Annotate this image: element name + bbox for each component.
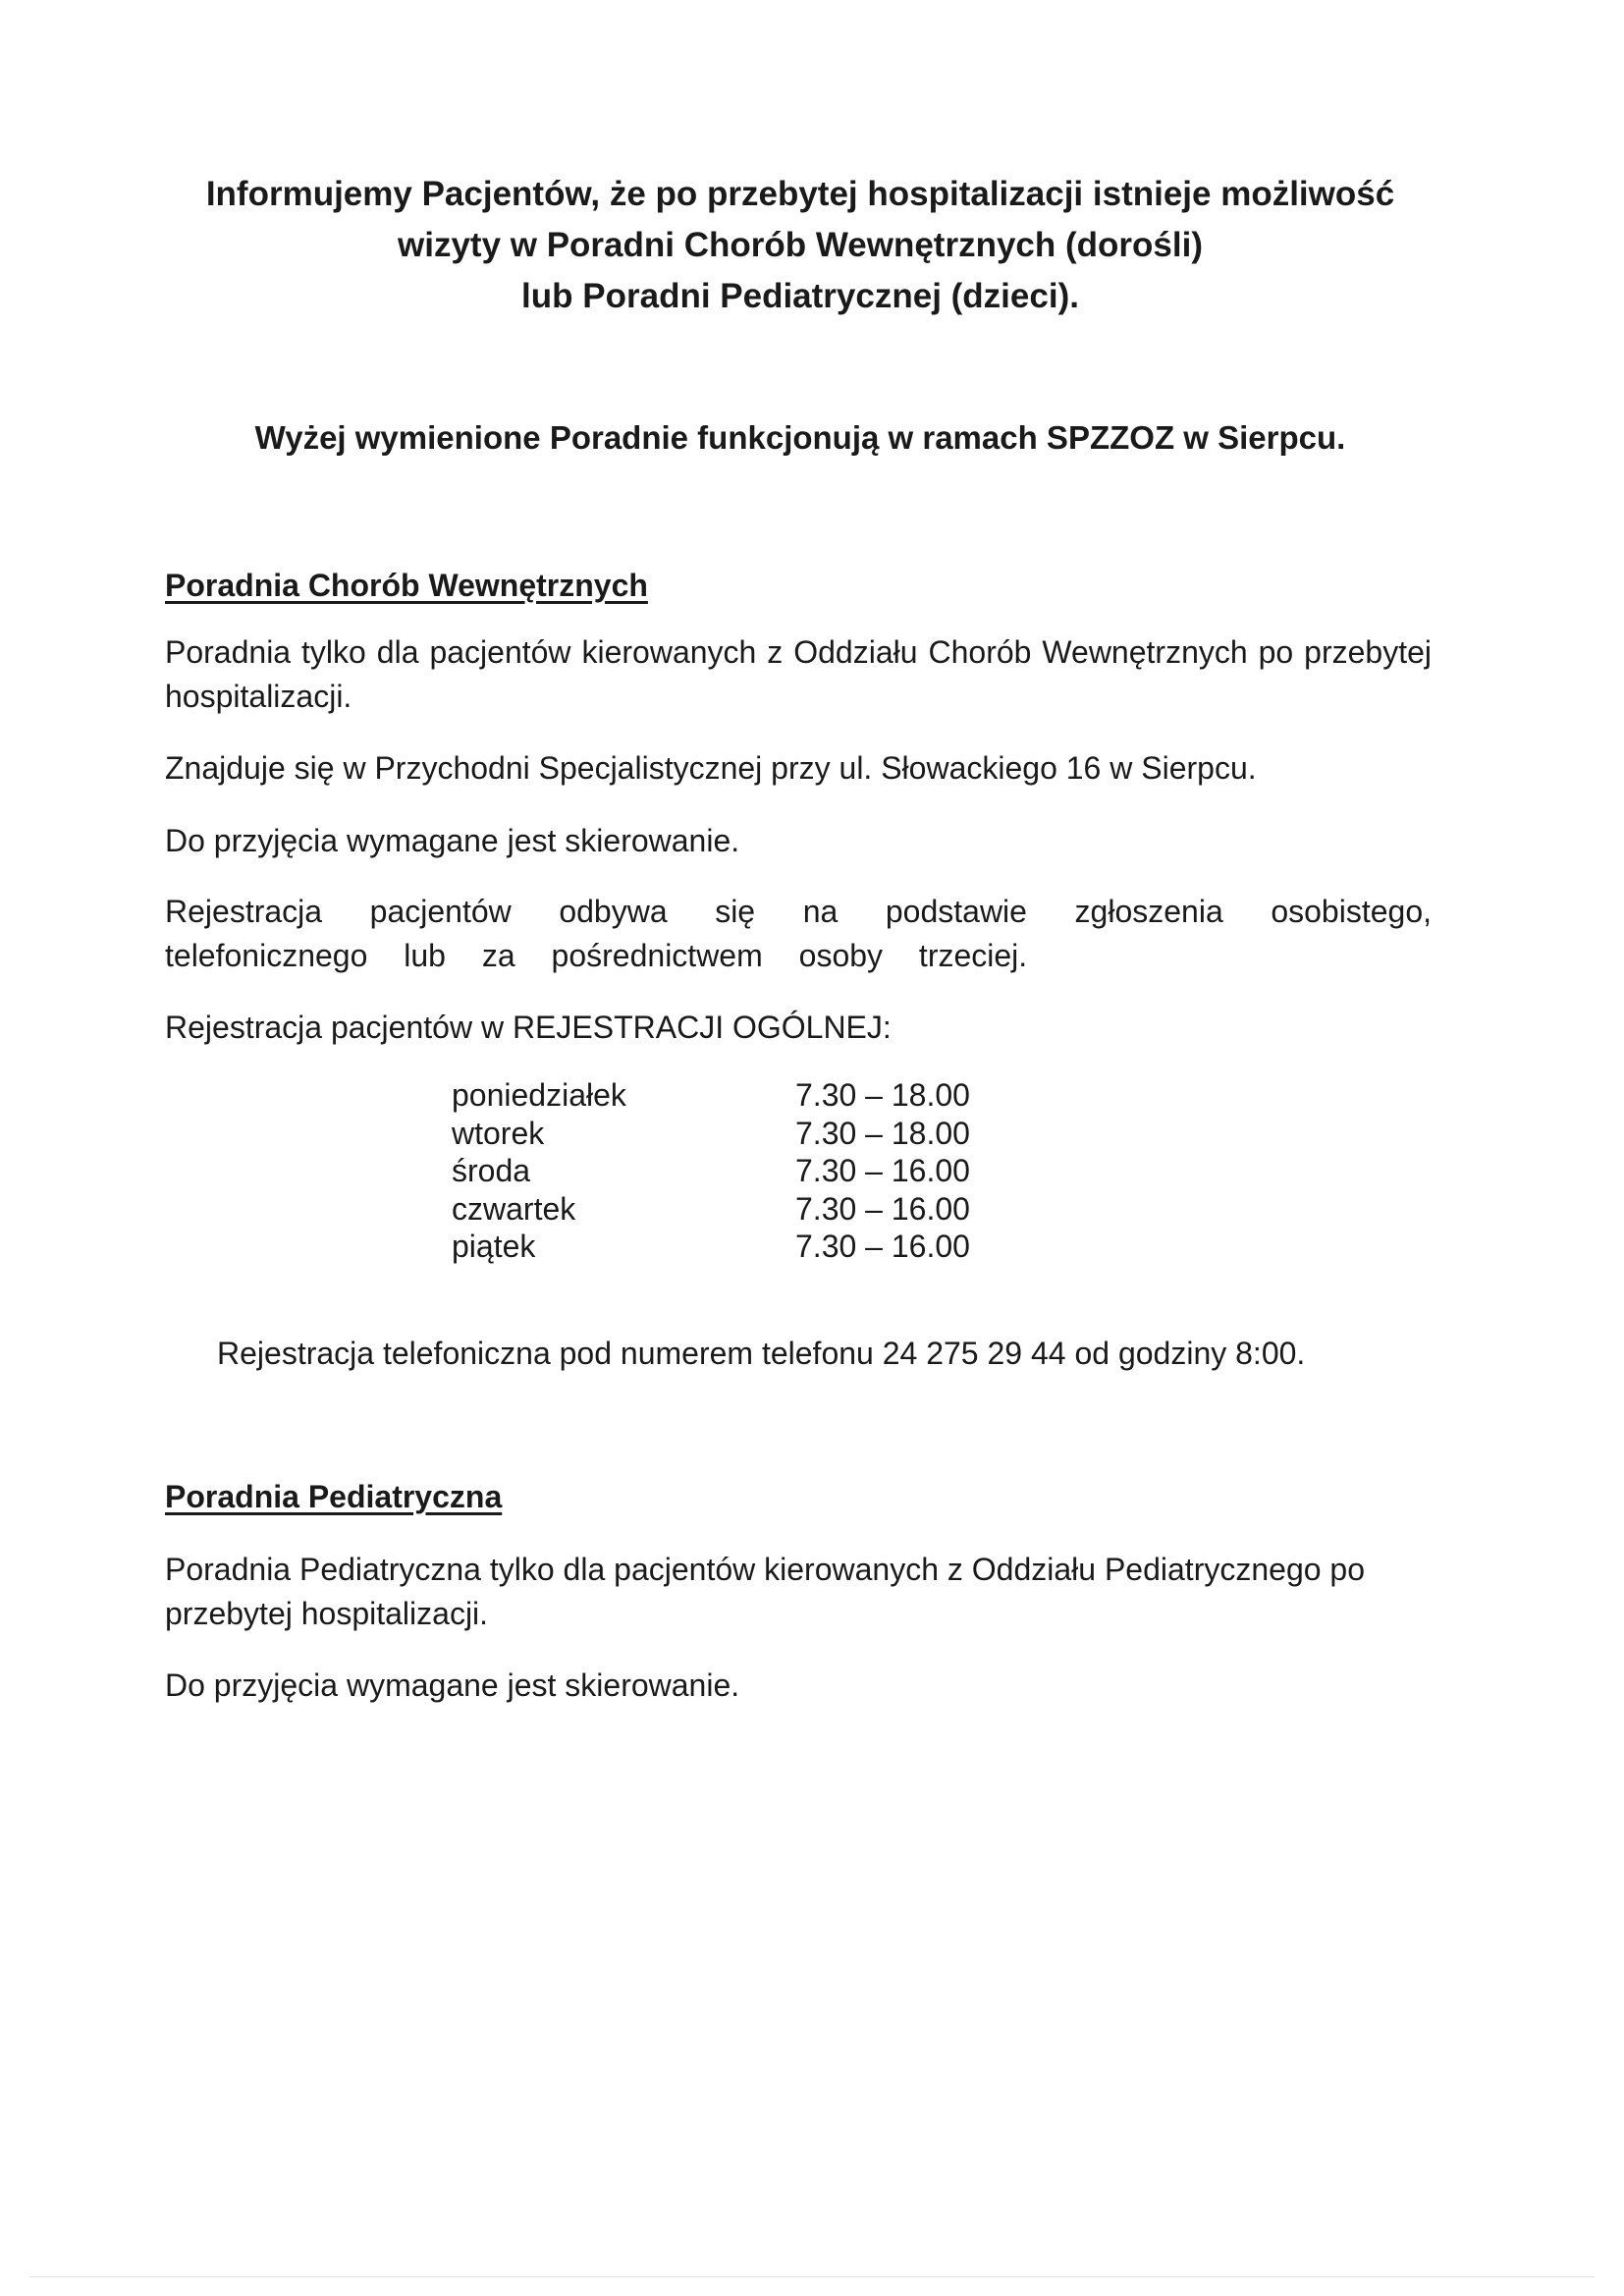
scan-edge-divider	[29, 2276, 1595, 2277]
header-line-1: Informujemy Pacjentów, że po przebytej hospitalizacji istnieje możliwość	[205, 175, 1395, 213]
header-line-3: lub Poradni Pediatrycznej (dzieci).	[521, 277, 1079, 315]
internal-paragraph-2: Znajduje się w Przychodni Specjalistycznej przy ul. Słowackiego 16 w Sierpcu.	[165, 750, 1257, 786]
schedule-day: wtorek	[452, 1115, 545, 1151]
schedule-hours: 7.30 – 16.00	[795, 1229, 970, 1264]
schedule-day: czwartek	[452, 1190, 576, 1227]
schedule-row	[452, 1152, 970, 1190]
schedule-row	[452, 1190, 970, 1229]
schedule-day: piątek	[452, 1229, 536, 1264]
registration-schedule	[452, 1076, 970, 1266]
schedule-row	[452, 1076, 970, 1115]
schedule-hours: 7.30 – 16.00	[795, 1153, 970, 1188]
header-line-2: wizyty w Poradni Chorób Wewnętrznych (dorośli)	[398, 226, 1203, 264]
internal-paragraph-3: Do przyjęcia wymagane jest skierowanie.	[165, 823, 740, 858]
schedule-row	[452, 1115, 970, 1153]
schedule-hours: 7.30 – 16.00	[795, 1190, 970, 1227]
internal-clinic-title: Poradnia Chorób Wewnętrznych	[165, 568, 648, 603]
schedule-hours: 7.30 – 18.00	[795, 1077, 970, 1113]
internal-paragraph-5: Rejestracja pacjentów w REJESTRACJI OGÓLNEJ:	[165, 1010, 892, 1045]
phone-registration-note: Rejestracja telefoniczna pod numerem telefonu 24 275 29 44 od godziny 8:00.	[217, 1336, 1306, 1371]
schedule-hours: 7.30 – 18.00	[795, 1115, 970, 1151]
page-header	[147, 169, 1453, 322]
internal-paragraph-1: Poradnia tylko dla pacjentów kierowanych z Oddziału Chorób Wewnętrznych po przebytej hospitalizacji.	[165, 634, 1432, 714]
schedule-day: poniedziałek	[452, 1077, 626, 1113]
pediatric-paragraph-1: Poradnia Pediatryczna tylko dla pacjentów kierowanych z Oddziału Pediatrycznego po przebytej hospitalizacji.	[165, 1552, 1366, 1631]
internal-paragraph-4: Rejestracja pacjentów odbywa się na podstawie zgłoszenia osobistego, telefonicznego lub za pośrednictwem osoby trzeciej.	[165, 894, 1432, 973]
subheader: Wyżej wymienione Poradnie funkcjonują w ramach SPZZOZ w Sierpcu.	[254, 419, 1346, 456]
pediatric-clinic-title: Poradnia Pediatryczna	[165, 1479, 503, 1514]
pediatric-paragraph-2: Do przyjęcia wymagane jest skierowanie.	[165, 1667, 740, 1703]
schedule-row	[452, 1228, 970, 1266]
schedule-day: środa	[452, 1153, 531, 1188]
